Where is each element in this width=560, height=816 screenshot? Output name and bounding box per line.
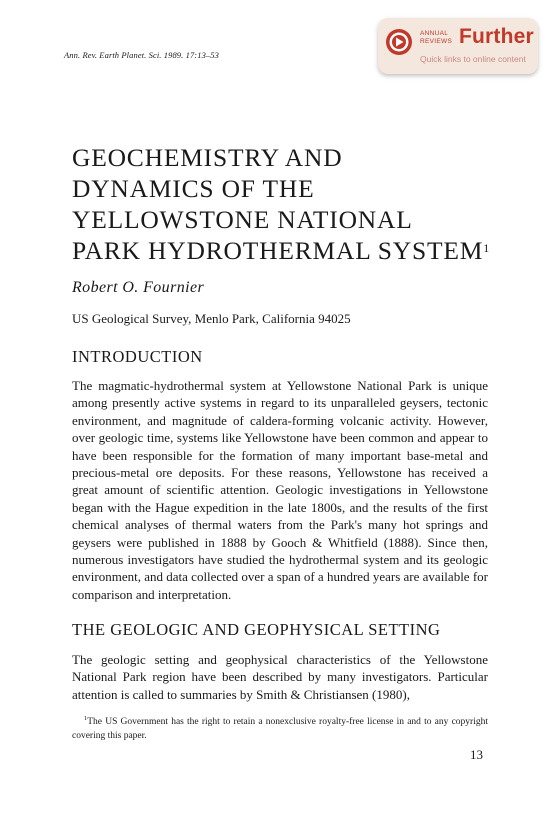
- title-line-2: DYNAMICS OF THE: [72, 174, 315, 203]
- author-name: Robert O. Fournier: [72, 279, 205, 296]
- further-label: Further: [459, 25, 534, 48]
- reviews-label: REVIEWS: [420, 37, 453, 45]
- geologic-setting-paragraph: The geologic setting and geophysical characteristics of the Yellowstone National Park region have been described by many investigators. Particular attention is called to summaries by Smith & Christiansen (1980),: [72, 652, 488, 702]
- page-number: 13: [470, 747, 483, 762]
- copyright-footnote: [72, 712, 488, 743]
- annual-label: ANNUAL: [420, 30, 449, 37]
- title-footnote-mark: 1: [483, 241, 491, 255]
- title-line-3: YELLOWSTONE NATIONAL: [72, 205, 413, 234]
- introduction-paragraph: The magmatic-hydrothermal system at Yellowstone National Park is unique among presently active systems in regard to its unparalleled geysers, tectonic environment, and magnitude of caldera-forming volcanic activity. However, over geologic time, systems like Yellowstone have been common and appear to have been responsible for the formation of many important base-metal and precious-metal ore deposits. For these reasons, Yellowstone has received a great amount of scientific attention. Geologic investigations in Yellowstone began with the Hague expedition in the late 1800s, and the results of the first chemical analyses of thermal waters from the Park's many hot springs and geysers were published in 1888 by Gooch & Whitfield (1888). Since then, numerous investigators have studied the hydrothermal system and its geologic environment, and data collected over a span of a hundred years are available for comparison and interpretation.: [72, 378, 488, 602]
- journal-citation: Ann. Rev. Earth Planet. Sci. 1989. 17:13–53: [64, 50, 219, 60]
- footnote-mark: 1: [84, 715, 88, 722]
- annual-reviews-label: [420, 30, 452, 45]
- quick-links-label[interactable]: Quick links to online content: [420, 54, 526, 64]
- section-heading-geologic-setting: THE GEOLOGIC AND GEOPHYSICAL SETTING: [72, 620, 441, 639]
- annual-reviews-further-badge[interactable]: [378, 18, 538, 74]
- play-icon: [385, 28, 413, 56]
- title-line-4: PARK HYDROTHERMAL SYSTEM: [72, 236, 484, 265]
- footnote-text: The US Government has the right to retain a nonexclusive royalty-free license in and to any copyright covering this paper.: [72, 717, 488, 742]
- article-title: [72, 142, 512, 266]
- author-affiliation: US Geological Survey, Menlo Park, California 94025: [72, 311, 351, 326]
- section-heading-introduction: INTRODUCTION: [72, 347, 203, 366]
- title-line-1: GEOCHEMISTRY AND: [72, 143, 343, 172]
